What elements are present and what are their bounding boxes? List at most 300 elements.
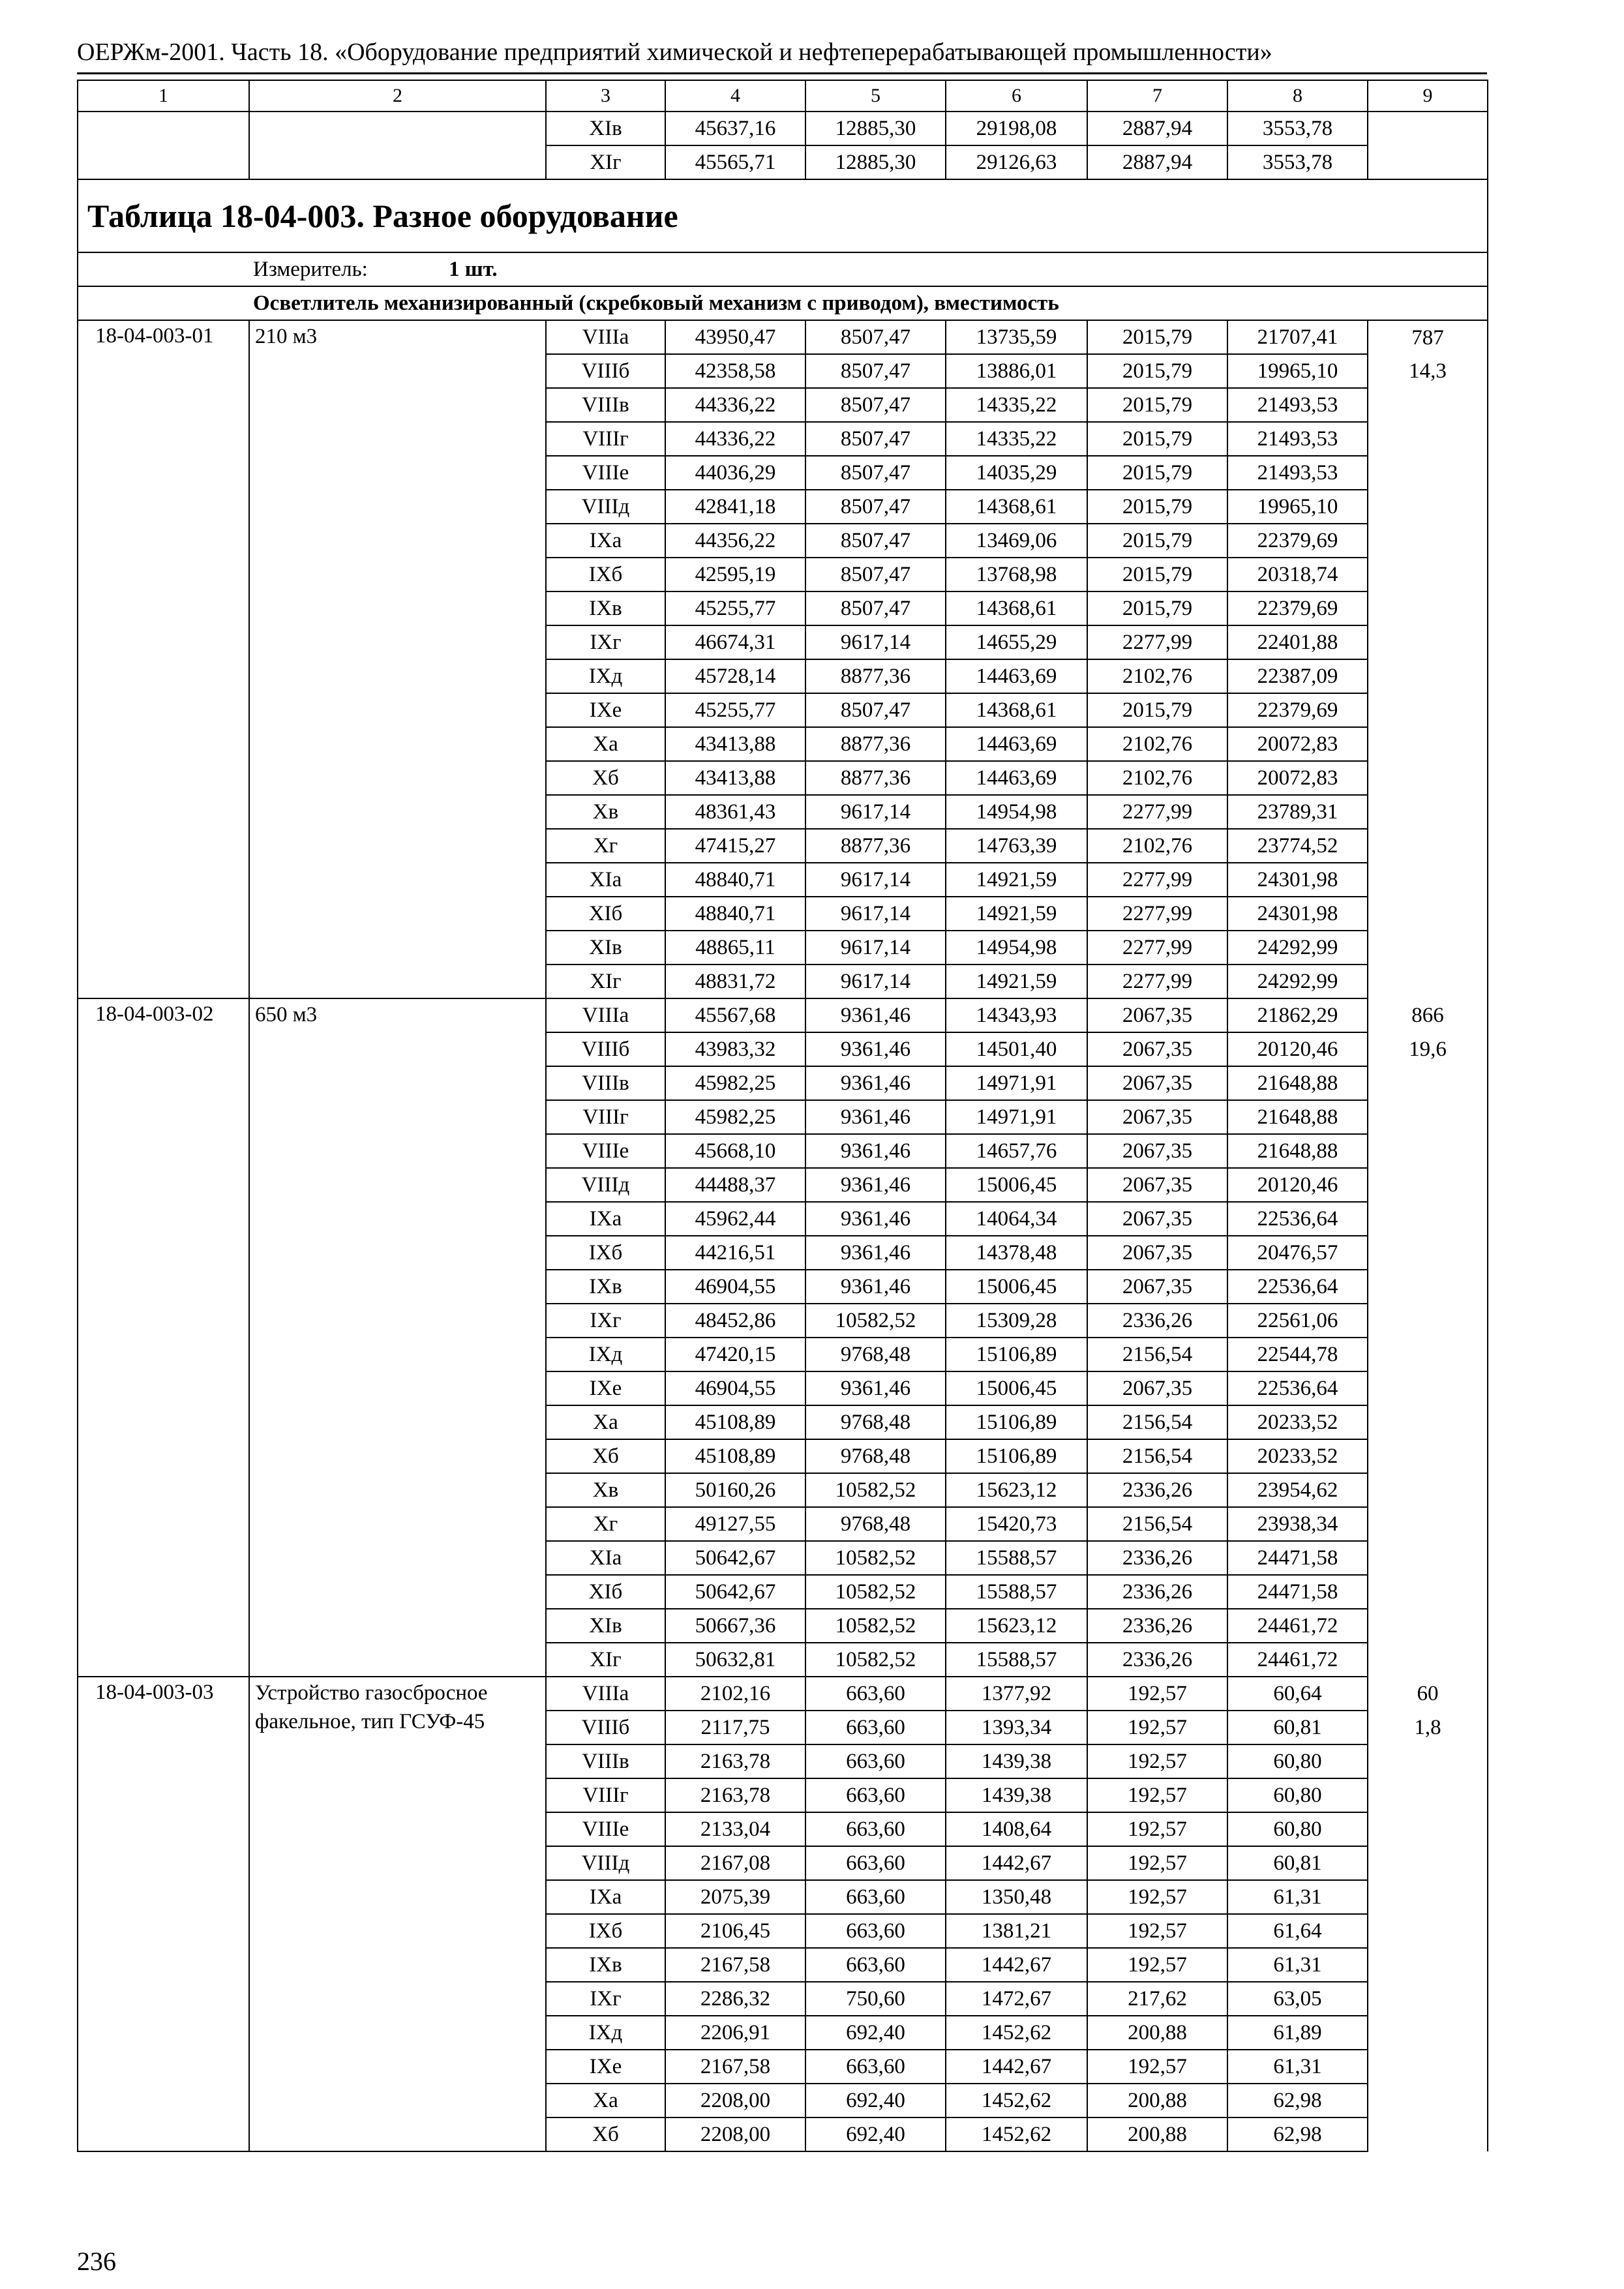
table-cell: XIa	[546, 863, 665, 897]
item-code: 18-04-003-03	[78, 1677, 249, 2151]
table-cell: 49127,55	[665, 1507, 805, 1541]
table-cell: 24292,99	[1227, 931, 1368, 965]
table-cell: 2156,54	[1087, 1439, 1227, 1473]
misc-value: 866	[1368, 998, 1488, 1032]
table-cell: 200,88	[1087, 2084, 1227, 2117]
table-cell: 45982,25	[665, 1100, 805, 1134]
table-cell: 200,88	[1087, 2117, 1227, 2151]
table-cell: 15106,89	[946, 1405, 1087, 1439]
table-cell: 50642,67	[665, 1575, 805, 1609]
table-cell: 8877,36	[805, 727, 946, 761]
table-cell: 2067,35	[1087, 1168, 1227, 1202]
table-cell: 21707,41	[1227, 320, 1368, 354]
table-cell: 15588,57	[946, 1541, 1087, 1575]
table-cell: 8507,47	[805, 422, 946, 456]
table-cell: 44336,22	[665, 422, 805, 456]
table-cell: 14343,93	[946, 998, 1087, 1032]
table-cell: 20476,57	[1227, 1236, 1368, 1270]
table-cell: 42358,58	[665, 354, 805, 388]
table-cell: 1393,34	[946, 1711, 1087, 1744]
table-cell: 663,60	[805, 1880, 946, 1914]
table-cell: 2277,99	[1087, 625, 1227, 659]
table-cell: 2336,26	[1087, 1609, 1227, 1643]
table-title: Таблица 18-04-003. Разное оборудование	[78, 179, 1488, 252]
table-cell: 192,57	[1087, 1880, 1227, 1914]
table-cell: 1442,67	[946, 1846, 1087, 1880]
table-cell: 23789,31	[1227, 795, 1368, 829]
table-cell: 43413,88	[665, 727, 805, 761]
misc-cell	[1368, 1744, 1488, 2151]
column-number: 2	[249, 80, 546, 112]
table-cell: 9361,46	[805, 1168, 946, 1202]
measure-label: Измеритель:	[253, 258, 368, 281]
table-cell: 3553,78	[1227, 145, 1368, 179]
table-cell: 1408,64	[946, 1812, 1087, 1846]
misc-value: 1,8	[1368, 1711, 1488, 1744]
table-cell: IXв	[546, 591, 665, 625]
table-cell: 45565,71	[665, 145, 805, 179]
table-cell: IXe	[546, 693, 665, 727]
table-row	[78, 112, 1488, 145]
item-name: Устройство газосбросное факельное, тип ГСУФ-45	[249, 1677, 546, 2151]
table-cell: XIг	[546, 145, 665, 179]
table-cell: 2887,94	[1087, 112, 1227, 145]
table-cell: 14501,40	[946, 1032, 1087, 1066]
table-cell: 48452,86	[665, 1304, 805, 1338]
table-cell: 8507,47	[805, 388, 946, 422]
table-cell: VIIIв	[546, 1066, 665, 1100]
table-cell: 9361,46	[805, 998, 946, 1032]
table-cell: 2015,79	[1087, 558, 1227, 591]
table-cell: XIв	[546, 1609, 665, 1643]
table-cell: 48865,11	[665, 931, 805, 965]
table-cell: 24461,72	[1227, 1609, 1368, 1643]
table-cell: 2015,79	[1087, 456, 1227, 490]
table-cell: 15006,45	[946, 1371, 1087, 1405]
table-cell: 22379,69	[1227, 524, 1368, 558]
item-code: 18-04-003-01	[78, 320, 249, 998]
table-cell: 663,60	[805, 1812, 946, 1846]
table-cell: 663,60	[805, 1677, 946, 1711]
table-cell: 8877,36	[805, 659, 946, 693]
table-cell: VIIIe	[546, 456, 665, 490]
table-cell: 22544,78	[1227, 1338, 1368, 1371]
table-cell: 14921,59	[946, 965, 1087, 998]
table-cell: 9361,46	[805, 1270, 946, 1304]
table-cell: 663,60	[805, 2050, 946, 2084]
table-cell: 42595,19	[665, 558, 805, 591]
table-cell: VIIIa	[546, 998, 665, 1032]
table-cell: 15106,89	[946, 1338, 1087, 1371]
table-cell: 43413,88	[665, 761, 805, 795]
table-cell: IXa	[546, 524, 665, 558]
table-cell: 23954,62	[1227, 1473, 1368, 1507]
table-cell: 1452,62	[946, 2016, 1087, 2050]
table-cell: 2286,32	[665, 1982, 805, 2016]
table-cell: 14921,59	[946, 897, 1087, 931]
table-cell: 1452,62	[946, 2117, 1087, 2151]
table-cell: 192,57	[1087, 1914, 1227, 1948]
table-cell: 10582,52	[805, 1609, 946, 1643]
table-cell: 2015,79	[1087, 591, 1227, 625]
column-number: 7	[1087, 80, 1227, 112]
table-cell: Xa	[546, 1405, 665, 1439]
table-cell: 663,60	[805, 1846, 946, 1880]
table-cell: 1472,67	[946, 1982, 1087, 2016]
table-cell: 14763,39	[946, 829, 1087, 863]
running-header: ОЕРЖм-2001. Часть 18. «Оборудование предприятий химической и нефтеперерабатывающей промышленности»	[77, 38, 1272, 66]
table-cell: Xв	[546, 1473, 665, 1507]
table-cell: 8507,47	[805, 354, 946, 388]
table-cell: IXб	[546, 558, 665, 591]
column-number: 5	[805, 80, 946, 112]
table-cell: 2133,04	[665, 1812, 805, 1846]
table-cell: 63,05	[1227, 1982, 1368, 2016]
table-cell: 61,64	[1227, 1914, 1368, 1948]
table-cell: 20233,52	[1227, 1405, 1368, 1439]
table-cell: 20072,83	[1227, 761, 1368, 795]
table-cell: 2067,35	[1087, 1371, 1227, 1405]
name-cell	[249, 112, 546, 179]
table-cell: 2336,26	[1087, 1541, 1227, 1575]
table-cell: 22387,09	[1227, 659, 1368, 693]
table-cell: 24471,58	[1227, 1541, 1368, 1575]
table-cell: 1442,67	[946, 2050, 1087, 2084]
table-cell: 2336,26	[1087, 1304, 1227, 1338]
table-cell: 14368,61	[946, 693, 1087, 727]
table-cell: 2067,35	[1087, 1066, 1227, 1100]
table-cell: 24461,72	[1227, 1643, 1368, 1677]
table-cell: 8877,36	[805, 829, 946, 863]
table-cell: 43950,47	[665, 320, 805, 354]
table-cell: 9361,46	[805, 1066, 946, 1100]
table-cell: IXв	[546, 1270, 665, 1304]
table-cell: Xб	[546, 2117, 665, 2151]
table-cell: 23938,34	[1227, 1507, 1368, 1541]
table-cell: 48840,71	[665, 897, 805, 931]
table-cell: VIIIб	[546, 1711, 665, 1744]
table-cell: 23774,52	[1227, 829, 1368, 863]
table-cell: 24292,99	[1227, 965, 1368, 998]
table-cell: 10582,52	[805, 1304, 946, 1338]
table-cell: 47415,27	[665, 829, 805, 863]
table-cell: 42841,18	[665, 490, 805, 524]
table-cell: 14921,59	[946, 863, 1087, 897]
table-cell: 13735,59	[946, 320, 1087, 354]
table-cell: 21648,88	[1227, 1134, 1368, 1168]
table-cell: 19965,10	[1227, 490, 1368, 524]
table-cell: IXe	[546, 1371, 665, 1405]
table-cell: 45668,10	[665, 1134, 805, 1168]
table-cell: XIб	[546, 897, 665, 931]
table-cell: 3553,78	[1227, 112, 1368, 145]
table-cell: 14954,98	[946, 795, 1087, 829]
table-cell: 2887,94	[1087, 145, 1227, 179]
table-cell: 22536,64	[1227, 1270, 1368, 1304]
table-cell: VIIIд	[546, 490, 665, 524]
table-cell: VIIIд	[546, 1168, 665, 1202]
table-cell: 2163,78	[665, 1744, 805, 1778]
table-cell: 22536,64	[1227, 1371, 1368, 1405]
table-cell: IXд	[546, 2016, 665, 2050]
table-cell: 2067,35	[1087, 1134, 1227, 1168]
misc-cell	[1368, 1066, 1488, 1677]
table-cell: 8507,47	[805, 591, 946, 625]
table-cell: 60,81	[1227, 1846, 1368, 1880]
table-cell: 2015,79	[1087, 320, 1227, 354]
table-cell: 1452,62	[946, 2084, 1087, 2117]
table-cell: IXд	[546, 1338, 665, 1371]
table-cell: 60,81	[1227, 1711, 1368, 1744]
table-cell: 8507,47	[805, 490, 946, 524]
table-cell: 2102,76	[1087, 727, 1227, 761]
table-cell: 15588,57	[946, 1643, 1087, 1677]
table-cell: 50667,36	[665, 1609, 805, 1643]
table-cell: IXб	[546, 1236, 665, 1270]
measure-cell	[78, 252, 1488, 286]
table-cell: 13768,98	[946, 558, 1087, 591]
table-cell: 61,31	[1227, 1880, 1368, 1914]
table-cell: 48840,71	[665, 863, 805, 897]
table-cell: 9361,46	[805, 1134, 946, 1168]
table-cell: IXв	[546, 1948, 665, 1982]
table-cell: 8507,47	[805, 320, 946, 354]
table-cell: 8507,47	[805, 558, 946, 591]
table-cell: 14655,29	[946, 625, 1087, 659]
table-cell: 2067,35	[1087, 1270, 1227, 1304]
table-cell: 22379,69	[1227, 693, 1368, 727]
table-cell: 45255,77	[665, 693, 805, 727]
table-cell: 2163,78	[665, 1778, 805, 1812]
table-cell: 2156,54	[1087, 1405, 1227, 1439]
table-cell: 46674,31	[665, 625, 805, 659]
measure-row	[78, 252, 1488, 286]
table-cell: 14971,91	[946, 1066, 1087, 1100]
item-code: 18-04-003-02	[78, 998, 249, 1677]
table-cell: 24301,98	[1227, 897, 1368, 931]
table-cell: 692,40	[805, 2084, 946, 2117]
table-cell: 8507,47	[805, 524, 946, 558]
table-cell: 44216,51	[665, 1236, 805, 1270]
misc-value: 787	[1368, 320, 1488, 354]
table-cell: 20233,52	[1227, 1439, 1368, 1473]
table-cell: 20120,46	[1227, 1168, 1368, 1202]
table-cell: 62,98	[1227, 2084, 1368, 2117]
table-cell: Xг	[546, 829, 665, 863]
column-number: 4	[665, 80, 805, 112]
table-cell: 21493,53	[1227, 422, 1368, 456]
table-cell: 2206,91	[665, 2016, 805, 2050]
table-cell: 14463,69	[946, 659, 1087, 693]
table-cell: VIIIб	[546, 1032, 665, 1066]
table-cell: 9617,14	[805, 965, 946, 998]
measure-value: 1 шт.	[449, 258, 498, 281]
table-cell: 22561,06	[1227, 1304, 1368, 1338]
table-cell: 1381,21	[946, 1914, 1087, 1948]
table-cell: VIIIe	[546, 1134, 665, 1168]
table-cell: Xв	[546, 795, 665, 829]
table-cell: 15588,57	[946, 1575, 1087, 1609]
table-cell: 14657,76	[946, 1134, 1087, 1168]
table-cell: 20318,74	[1227, 558, 1368, 591]
misc-value: 60	[1368, 1677, 1488, 1711]
table-cell: 9361,46	[805, 1236, 946, 1270]
table-cell: 45255,77	[665, 591, 805, 625]
table-cell: 12885,30	[805, 112, 946, 145]
table-cell: 1350,48	[946, 1880, 1087, 1914]
table-cell: 61,31	[1227, 1948, 1368, 1982]
table-cell: 2067,35	[1087, 1236, 1227, 1270]
table-cell: 44488,37	[665, 1168, 805, 1202]
table-cell: 9768,48	[805, 1507, 946, 1541]
table-cell: 9361,46	[805, 1032, 946, 1066]
table-cell: 22401,88	[1227, 625, 1368, 659]
table-cell: 44036,29	[665, 456, 805, 490]
table-cell: 13469,06	[946, 524, 1087, 558]
table-cell: 14378,48	[946, 1236, 1087, 1270]
table-cell: 9617,14	[805, 625, 946, 659]
item-name: 210 м3	[249, 320, 546, 998]
table-cell: 1377,92	[946, 1677, 1087, 1711]
table-cell: 9617,14	[805, 795, 946, 829]
table-cell: 15006,45	[946, 1168, 1087, 1202]
section-title: Осветлитель механизированный (скребковый механизм с приводом), вместимость	[78, 286, 1488, 320]
table-cell: 10582,52	[805, 1541, 946, 1575]
table-cell: 8507,47	[805, 456, 946, 490]
table-cell: 60,80	[1227, 1744, 1368, 1778]
table-cell: 192,57	[1087, 1778, 1227, 1812]
table-cell: 12885,30	[805, 145, 946, 179]
table-cell: 9361,46	[805, 1100, 946, 1134]
table-cell: Xб	[546, 1439, 665, 1473]
table-cell: 692,40	[805, 2117, 946, 2151]
misc-value: 14,3	[1368, 354, 1488, 388]
table-cell: 21493,53	[1227, 388, 1368, 422]
table-cell: VIIIa	[546, 1677, 665, 1711]
table-cell: 60,80	[1227, 1778, 1368, 1812]
table-cell: 2067,35	[1087, 1202, 1227, 1236]
table-cell: 2067,35	[1087, 1032, 1227, 1066]
table-cell: VIIIд	[546, 1846, 665, 1880]
table-cell: 1439,38	[946, 1744, 1087, 1778]
table-cell: 2336,26	[1087, 1643, 1227, 1677]
table-cell: 15420,73	[946, 1507, 1087, 1541]
table-cell: 50632,81	[665, 1643, 805, 1677]
table-cell: VIIIг	[546, 1778, 665, 1812]
table-row	[78, 320, 1488, 354]
table-cell: 192,57	[1087, 1677, 1227, 1711]
table-cell: 2102,76	[1087, 659, 1227, 693]
table-cell: 2067,35	[1087, 998, 1227, 1032]
table-cell: 2156,54	[1087, 1507, 1227, 1541]
table-cell: 45637,16	[665, 112, 805, 145]
column-number-row	[78, 80, 1488, 112]
table-cell: IXд	[546, 659, 665, 693]
table-cell: 2167,58	[665, 1948, 805, 1982]
table-cell: 2277,99	[1087, 897, 1227, 931]
table-cell: 2156,54	[1087, 1338, 1227, 1371]
table-cell: 663,60	[805, 1744, 946, 1778]
table-cell: XIa	[546, 1541, 665, 1575]
table-cell: 2102,76	[1087, 761, 1227, 795]
table-cell: 24471,58	[1227, 1575, 1368, 1609]
table-cell: 2015,79	[1087, 388, 1227, 422]
table-cell: 50160,26	[665, 1473, 805, 1507]
table-cell: 192,57	[1087, 1711, 1227, 1744]
table-cell: 14954,98	[946, 931, 1087, 965]
table-cell: XIг	[546, 1643, 665, 1677]
table-cell: 2277,99	[1087, 863, 1227, 897]
table-cell: 45108,89	[665, 1439, 805, 1473]
table-cell: 14368,61	[946, 591, 1087, 625]
table-cell: IXг	[546, 625, 665, 659]
table-cell: 192,57	[1087, 1744, 1227, 1778]
table-cell: 45728,14	[665, 659, 805, 693]
table-cell: Xб	[546, 761, 665, 795]
table-cell: 15309,28	[946, 1304, 1087, 1338]
column-number: 9	[1368, 80, 1488, 112]
table-cell: IXe	[546, 2050, 665, 2084]
table-cell: 9361,46	[805, 1371, 946, 1405]
table-cell: 10582,52	[805, 1575, 946, 1609]
table-cell: 192,57	[1087, 1812, 1227, 1846]
table-cell: IXг	[546, 1304, 665, 1338]
table-cell: 21862,29	[1227, 998, 1368, 1032]
table-cell: VIIIe	[546, 1812, 665, 1846]
column-number: 1	[78, 80, 249, 112]
table-cell: 44336,22	[665, 388, 805, 422]
table-cell: 14335,22	[946, 422, 1087, 456]
table-title-row	[78, 179, 1488, 252]
table-cell: 2336,26	[1087, 1575, 1227, 1609]
table-cell: 24301,98	[1227, 863, 1368, 897]
table-cell: IXa	[546, 1880, 665, 1914]
table-cell: 8507,47	[805, 693, 946, 727]
table-cell: 44356,22	[665, 524, 805, 558]
table-cell: 61,89	[1227, 2016, 1368, 2050]
table-cell: 2015,79	[1087, 422, 1227, 456]
table-cell: 22536,64	[1227, 1202, 1368, 1236]
misc-value: 19,6	[1368, 1032, 1488, 1066]
header-rule	[77, 72, 1487, 74]
table-cell: 200,88	[1087, 2016, 1227, 2050]
table-cell: 663,60	[805, 1948, 946, 1982]
table-cell: 15623,12	[946, 1473, 1087, 1507]
table-cell: 2067,35	[1087, 1100, 1227, 1134]
table-cell: 48831,72	[665, 965, 805, 998]
table-cell: 8877,36	[805, 761, 946, 795]
table-cell: VIIIб	[546, 354, 665, 388]
table-cell: 29198,08	[946, 112, 1087, 145]
table-cell: 9768,48	[805, 1439, 946, 1473]
table-cell: 13886,01	[946, 354, 1087, 388]
table-cell: 192,57	[1087, 1846, 1227, 1880]
table-cell: 47420,15	[665, 1338, 805, 1371]
table-cell: 22379,69	[1227, 591, 1368, 625]
table-cell: IXг	[546, 1982, 665, 2016]
table-cell: 2102,16	[665, 1677, 805, 1711]
table-cell: 19965,10	[1227, 354, 1368, 388]
table-cell: 20120,46	[1227, 1032, 1368, 1066]
table-cell: 14035,29	[946, 456, 1087, 490]
table-cell: 2106,45	[665, 1914, 805, 1948]
table-cell: 2117,75	[665, 1711, 805, 1744]
table-cell: 692,40	[805, 2016, 946, 2050]
table-cell: 29126,63	[946, 145, 1087, 179]
item-name: 650 м3	[249, 998, 546, 1677]
table-cell: 663,60	[805, 1778, 946, 1812]
table-cell: 14971,91	[946, 1100, 1087, 1134]
